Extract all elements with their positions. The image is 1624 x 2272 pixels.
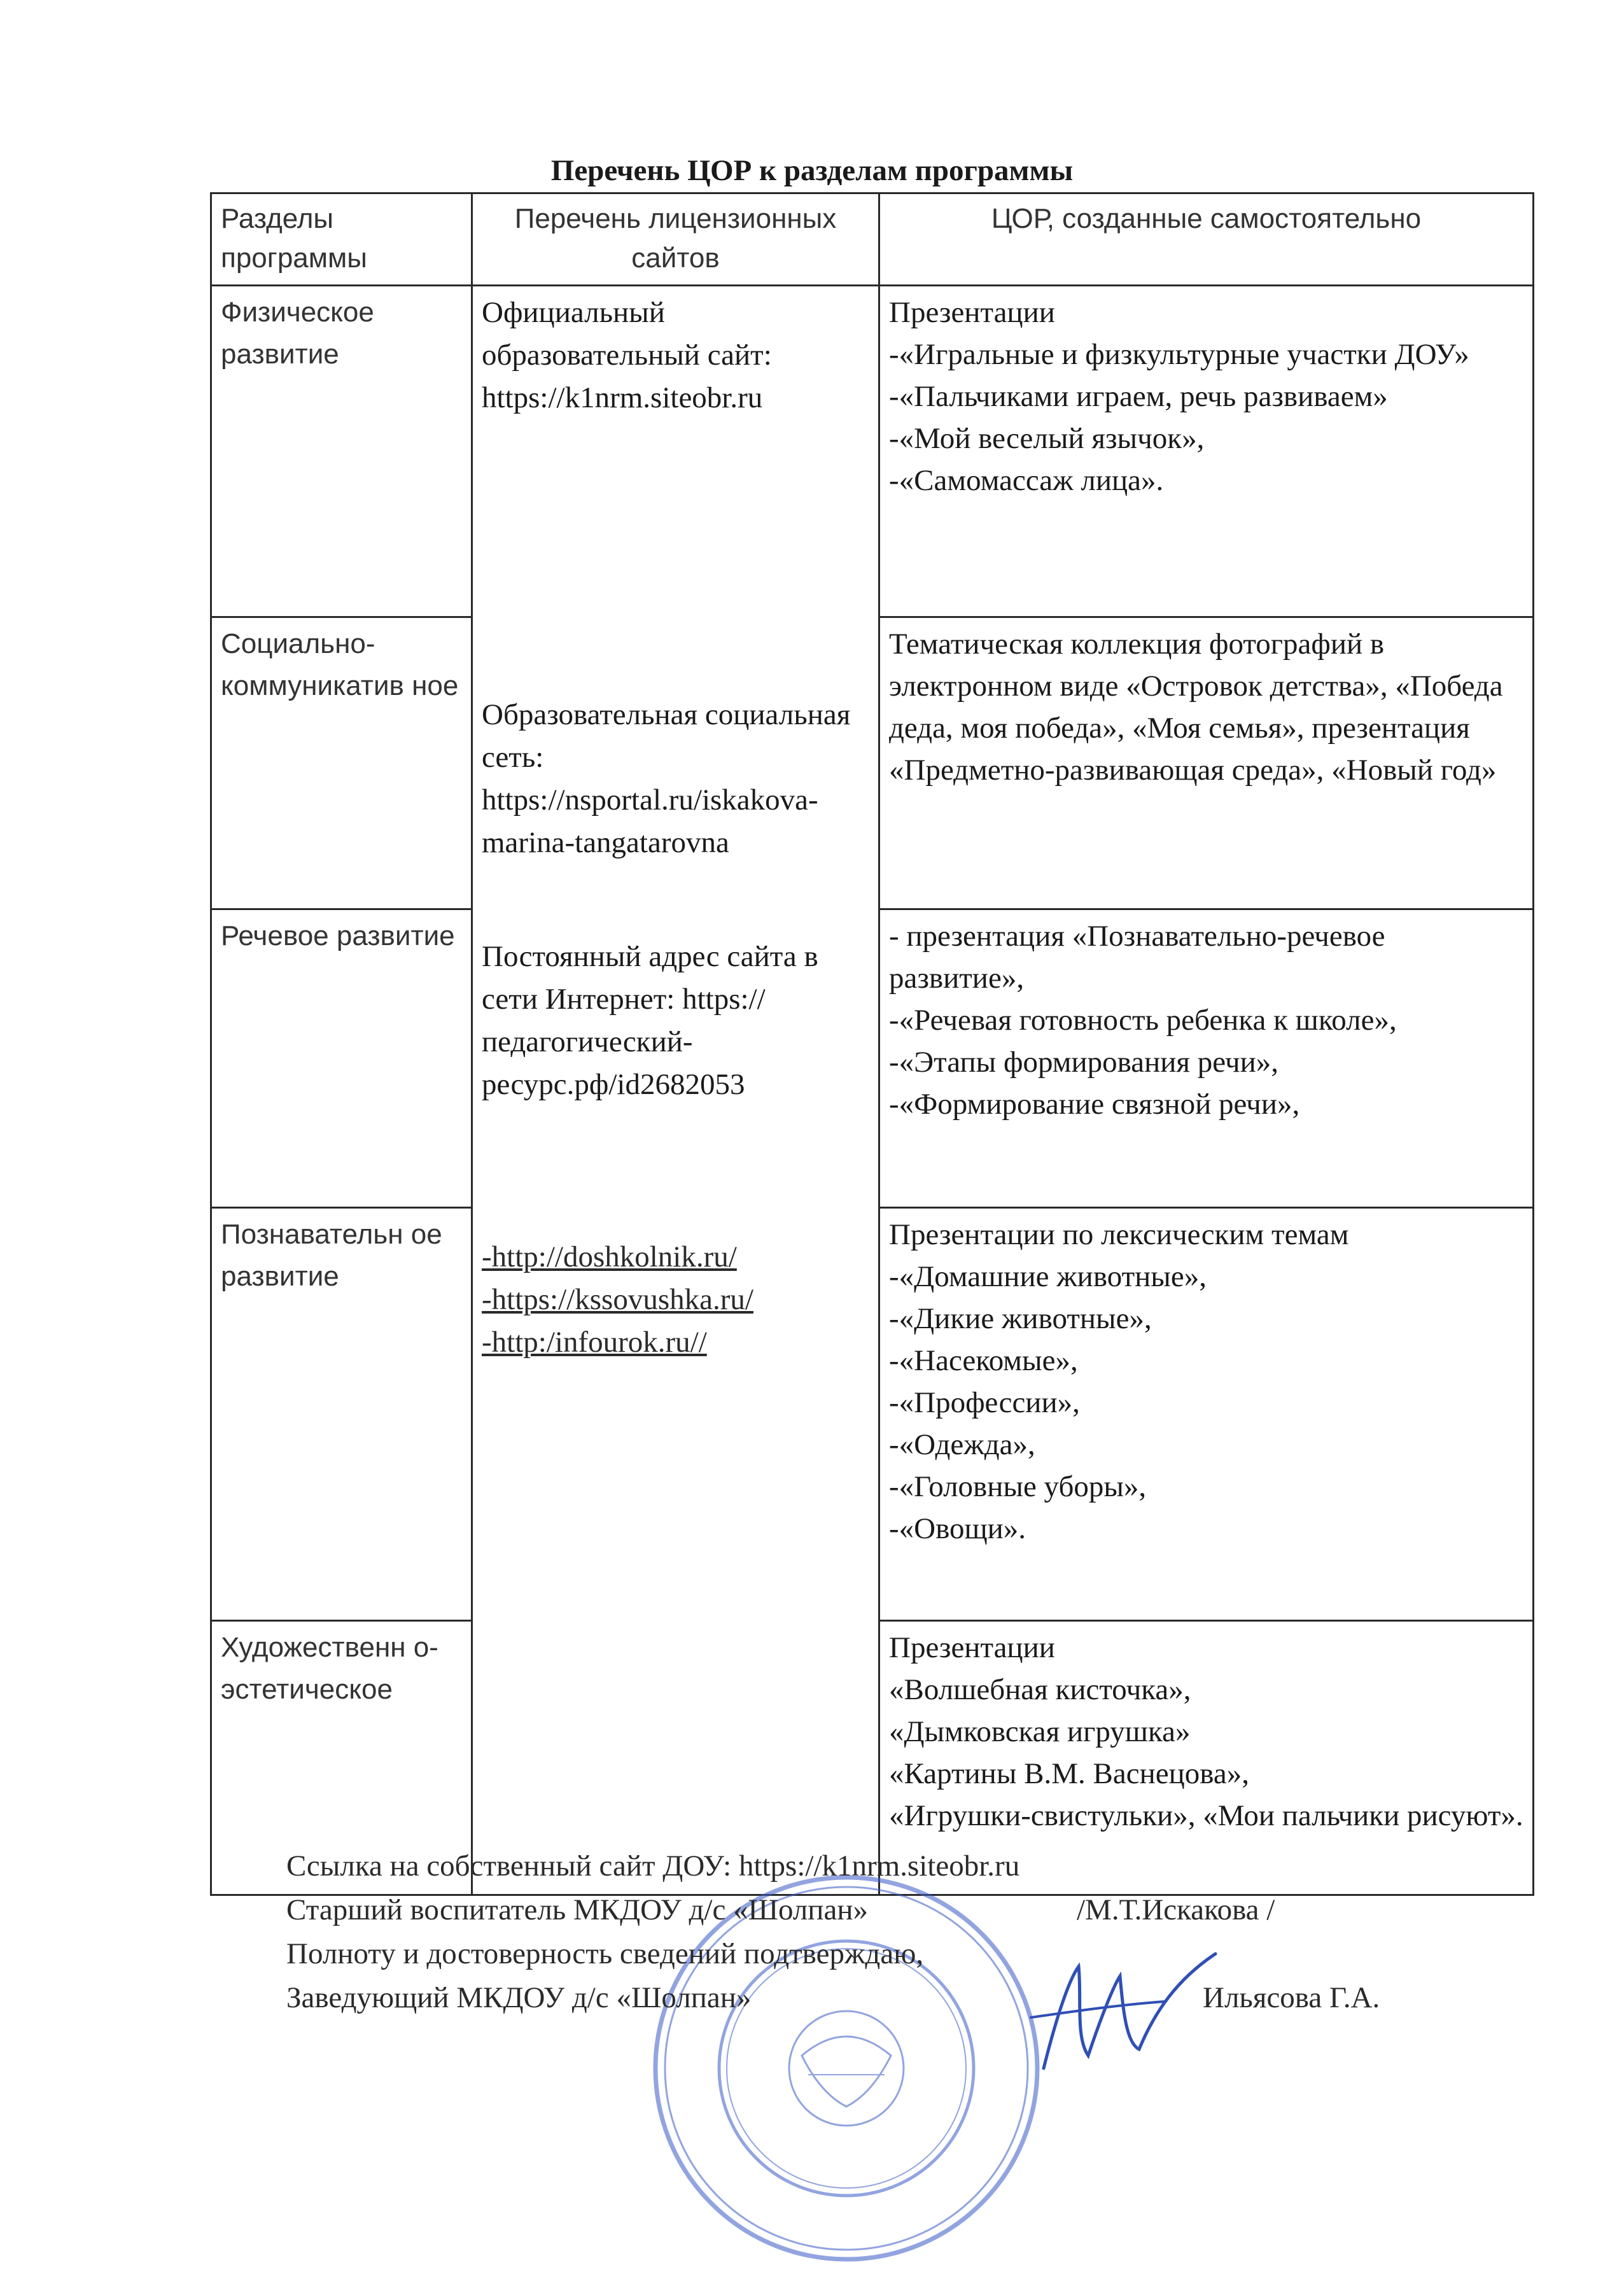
site-permanent-address: Постоянный адрес сайта в сети Интернет: https://педагогический-ресурс.рф/id2682053	[482, 940, 818, 1101]
senior-teacher-title: Старший воспитатель МКДОУ д/с «Шолпан»	[286, 1893, 868, 1926]
header-cor: ЦОР, созданные самостоятельно	[879, 193, 1534, 286]
list-item: «Игрушки-свистульки», «Мои пальчики рисуют».	[889, 1799, 1523, 1832]
table-row	[211, 286, 1534, 617]
list-item: -«Профессии»,	[889, 1386, 1080, 1419]
head-title: Заведующий МКДОУ д/с «Шолпан»	[286, 1981, 752, 2014]
page-title: Перечень ЦОР к разделам программы	[550, 154, 1074, 187]
list-item: -«Домашние животные»,	[889, 1260, 1207, 1293]
list-item: «Дымковская игрушка»	[889, 1715, 1191, 1748]
list-item: - презентация «Познавательно-речевое развитие»,	[889, 920, 1385, 995]
list-item: -«Насекомые»,	[889, 1344, 1078, 1377]
link-infourok[interactable]: -http:/infourok.ru//	[482, 1326, 707, 1359]
site-links	[482, 1236, 869, 1364]
list-item: -«Дикие животные»,	[889, 1302, 1152, 1335]
cor-cognitive	[879, 1208, 1534, 1621]
link-doshkolnik[interactable]: -http://doshkolnik.ru/	[482, 1240, 737, 1273]
list-item: Презентации	[889, 296, 1055, 329]
list-item: -«Пальчиками играем, речь развиваем»	[889, 380, 1388, 413]
link-kssovushka[interactable]: -https://kssovushka.ru/	[482, 1283, 753, 1316]
cor-physical	[879, 286, 1534, 617]
list-item: -«Самомассаж лица».	[889, 464, 1164, 497]
site-official: Официальный образовательный сайт: https://k1nrm.siteobr.ru	[482, 296, 772, 414]
header-sections: Разделы программы	[211, 193, 472, 286]
header-sites: Перечень лицензионных сайтов	[472, 193, 879, 286]
sites-cell	[472, 286, 879, 1895]
list-item: -«Речевая готовность ребенка к школе»,	[889, 1004, 1397, 1037]
list-item: -«Этапы формирования речи»,	[889, 1046, 1278, 1079]
list-item: -«Головные уборы»,	[889, 1470, 1147, 1503]
list-item: Презентации по лексическим темам	[889, 1218, 1349, 1251]
section-cognitive: Познавательн ое развитие	[211, 1208, 472, 1621]
cor-social	[879, 617, 1534, 909]
senior-teacher-name: /М.Т.Искакова /	[1077, 1893, 1275, 1926]
list-item: -«Игральные и физкультурные участки ДОУ»	[889, 338, 1469, 371]
section-physical: Физическое развитие	[211, 286, 472, 617]
list-item: Тематическая коллекция фотографий в электронном виде «Островок детства», «Победа деда, моя победа», «Моя семья», презентация «Предметно-развивающая среда», «Новый год»	[889, 628, 1503, 787]
table-header-row	[211, 193, 1534, 286]
section-artistic: Художественн о-эстетическое	[211, 1621, 472, 1895]
cor-speech	[879, 909, 1534, 1208]
site-social-network: Образовательная социальная сеть: https://nsportal.ru/iskakova-marina-tangatarovna	[482, 698, 851, 859]
footer	[286, 1844, 1527, 2020]
list-item: -«Мой веселый язычок»,	[889, 422, 1205, 455]
footer-site-link: Ссылка на собственный сайт ДОУ: https://k1nrm.siteobr.ru	[286, 1849, 1020, 1883]
cor-table	[210, 192, 1534, 1896]
footer-head	[286, 1976, 1527, 2020]
footer-senior-teacher	[286, 1888, 1527, 1932]
list-item: -«Одежда»,	[889, 1428, 1035, 1461]
list-item: «Волшебная кисточка»,	[889, 1673, 1191, 1706]
head-name: Ильясова Г.А.	[1203, 1981, 1380, 2014]
list-item: -«Формирование связной речи»,	[889, 1088, 1300, 1121]
section-speech: Речевое развитие	[211, 909, 472, 1208]
footer-confirmation: Полноту и достоверность сведений подтверждаю,	[286, 1937, 924, 1970]
list-item: Презентации	[889, 1631, 1055, 1664]
section-social: Социально-коммуникатив ное	[211, 617, 472, 909]
list-item: «Картины В.М. Васнецова»,	[889, 1757, 1249, 1790]
list-item: -«Овощи».	[889, 1512, 1026, 1545]
